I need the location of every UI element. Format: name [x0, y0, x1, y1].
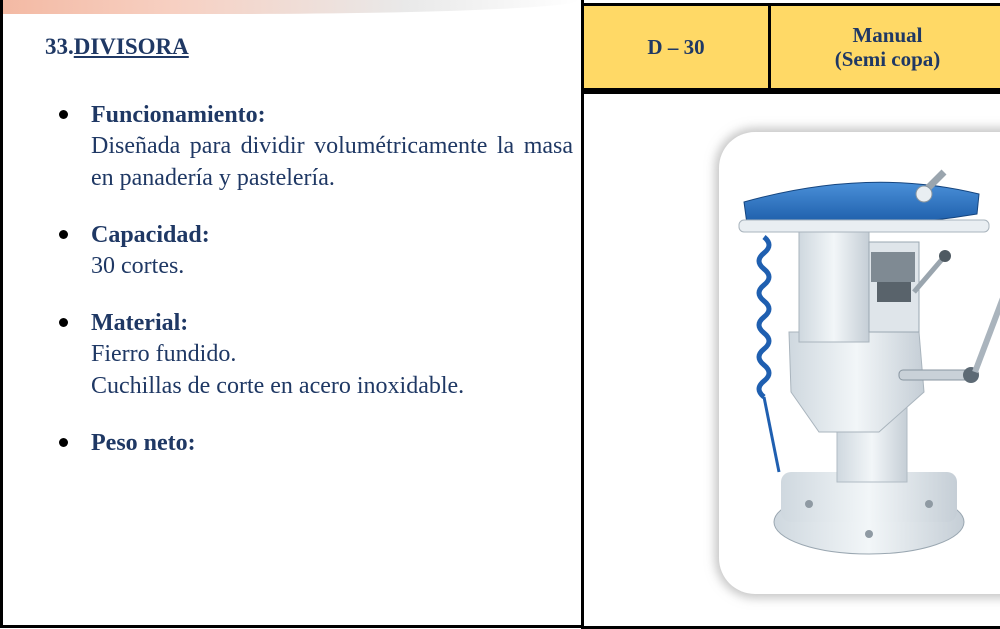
spec-item-funcionamiento	[53, 100, 573, 194]
spec-text: 30 cortes.	[91, 253, 185, 279]
model-type-line2: (Semi copa)	[834, 47, 941, 71]
bullet-icon	[59, 110, 68, 119]
spec-text: Diseñada para dividir volumétricamente la masa en panadería y pastelería.	[91, 133, 573, 191]
model-code-cell	[581, 3, 771, 91]
spec-item-capacidad	[53, 220, 573, 282]
spec-text: Fierro fundido.	[91, 341, 237, 367]
spec-text: Cuchillas de corte en acero inoxidable.	[91, 373, 465, 399]
header-divider	[581, 91, 1000, 94]
spec-heading: Material:	[91, 310, 189, 336]
dough-divider-machine-icon	[719, 132, 1000, 594]
spec-heading: Funcionamiento:	[91, 102, 266, 128]
image-panel	[581, 0, 1000, 629]
model-code: D – 30	[647, 35, 705, 59]
spec-item-material	[53, 308, 573, 402]
machine-photo-frame	[719, 132, 1000, 594]
model-type-cell	[768, 3, 1000, 91]
item-title	[45, 34, 189, 60]
bullet-icon	[59, 438, 68, 447]
spec-item-peso-neto	[53, 428, 573, 458]
spec-list	[53, 100, 573, 484]
model-type-line1: Manual	[852, 23, 923, 47]
bullet-icon	[59, 230, 68, 239]
spec-heading: Peso neto:	[91, 430, 196, 456]
item-name: DIVISORA	[73, 34, 189, 59]
item-number: 33.	[45, 34, 74, 59]
spec-heading: Capacidad:	[91, 222, 210, 248]
bullet-icon	[59, 318, 68, 327]
